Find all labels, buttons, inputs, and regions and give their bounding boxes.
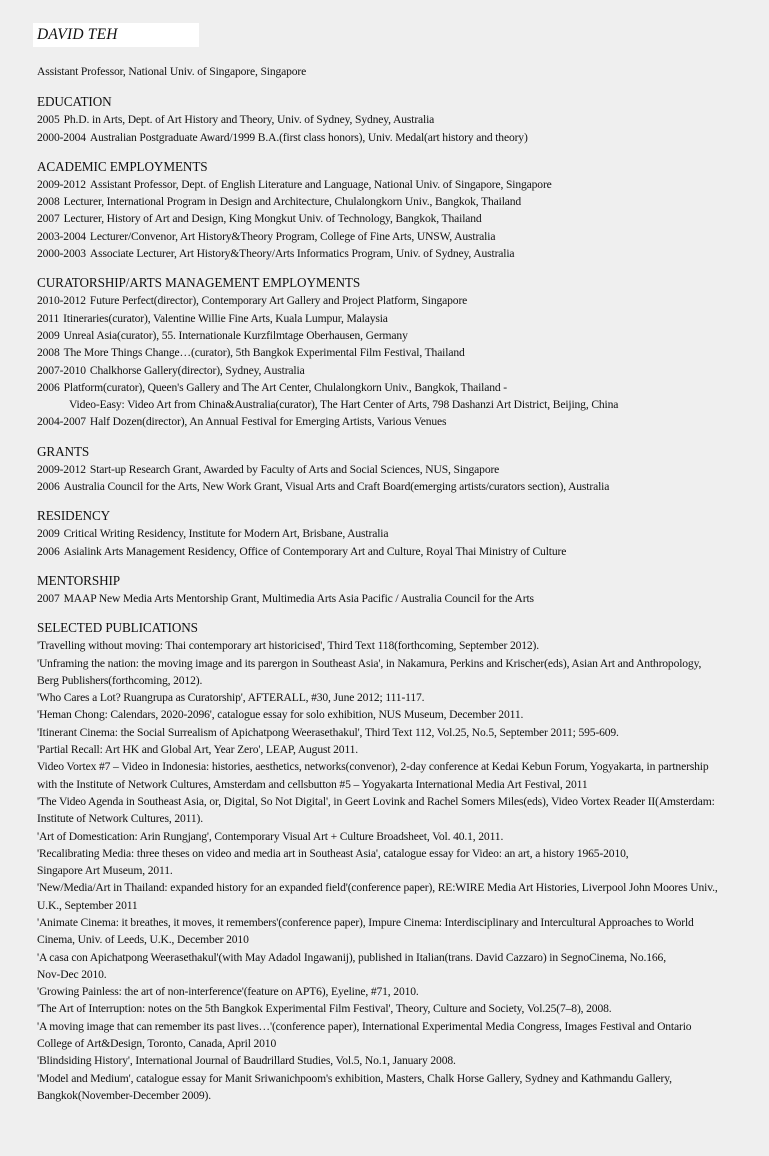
publication-item — [37, 1070, 762, 1105]
entry-year: 2011 — [37, 311, 60, 325]
entry-text: Half Dozen(director), An Annual Festival for Emerging Artists, Various Venues — [89, 415, 447, 429]
section-publications — [37, 620, 762, 1104]
section-heading: MENTORSHIP — [37, 572, 121, 588]
entry-text: Itineraries(curator), Valentine Willie Fine Arts, Kuala Lumpur, Malaysia — [63, 311, 388, 325]
entry-text: Critical Writing Residency, Institute for Modern Art, Brisbane, Australia — [63, 527, 389, 541]
entry-year: 2010-2012 — [37, 294, 86, 308]
section-education — [37, 94, 762, 146]
section-heading: ACADEMIC EMPLOYMENTS — [37, 158, 208, 174]
publication-item — [37, 655, 762, 690]
entry-row — [37, 193, 762, 210]
entry-year: 2009 — [37, 328, 60, 342]
entry-row — [37, 362, 762, 379]
publication-line: 'Unframing the nation: the moving image and its parergon in Southeast Asia', in Nakamura, Perkins and Krischer(eds), Asian Art and Anthropology, — [37, 656, 702, 670]
entry-row — [37, 525, 762, 542]
publication-line: 'Blindsiding History', International Journal of Baudrillard Studies, Vol.5, No.1, January 2008. — [37, 1054, 456, 1068]
publication-line: with the Institute of Network Cultures, Amsterdam and cellsbutton #5 – Yogyakarta International Media Art Festival, 2011 — [37, 777, 588, 791]
entry-text: Chalkhorse Gallery(director), Sydney, Australia — [89, 363, 305, 377]
entry-year: 2003-2004 — [37, 229, 86, 243]
publication-item — [37, 1018, 762, 1053]
section-heading: GRANTS — [37, 443, 90, 459]
publication-line: Institute of Network Cultures, 2011). — [37, 812, 203, 826]
position-title: Assistant Professor, National Univ. of Singapore, Singapore — [37, 65, 307, 78]
publication-item — [37, 706, 762, 723]
entry-text: Australia Council for the Arts, New Work Grant, Visual Arts and Craft Board(emerging artists/curators section), Australia — [63, 480, 610, 494]
publication-item — [37, 914, 762, 949]
publication-line: Video Vortex #7 – Video in Indonesia: histories, aesthetics, networks(convenor), 2-day conference at Kedai Kebun Forum, Yogyakarta, in partnership — [37, 760, 709, 774]
entry-row — [37, 245, 762, 262]
publication-item — [37, 949, 762, 984]
publication-line: College of Art&Design, Toronto, Canada, April 2010 — [37, 1037, 277, 1051]
entry-year: 2004-2007 — [37, 415, 86, 429]
entry-year: 2006 — [37, 480, 60, 494]
entry-text: Asialink Arts Management Residency, Office of Contemporary Art and Culture, Royal Thai Ministry of Culture — [63, 544, 567, 558]
section-heading: RESIDENCY — [37, 508, 111, 524]
publication-item — [37, 1052, 762, 1069]
publication-item — [37, 724, 762, 741]
section-academic-employments — [37, 159, 762, 262]
publication-line: 'Art of Domestication: Arin Rungjang', Contemporary Visual Art + Culture Broadsheet, Vol. 40.1, 2011. — [37, 829, 504, 843]
entry-text: Video-Easy: Video Art from China&Australia(curator), The Hart Center of Arts, 798 Dashanzi Art District, Beijing, China — [69, 398, 619, 412]
entry-text: MAAP New Media Arts Mentorship Grant, Multimedia Arts Asia Pacific / Australia Council for the Arts — [63, 591, 534, 605]
entry-year: 2008 — [37, 346, 60, 360]
entry-year: 2006 — [37, 544, 60, 558]
publication-line: Bangkok(November-December 2009). — [37, 1088, 211, 1102]
name-banner — [33, 23, 199, 47]
entry-year: 2007 — [37, 591, 60, 605]
entry-year: 2009-2012 — [37, 177, 86, 191]
entry-row — [37, 111, 762, 128]
publication-line: 'Who Cares a Lot? Ruangrupa as Curatorship', AFTERALL, #30, June 2012; 111-117. — [37, 691, 425, 705]
publication-line: 'Animate Cinema: it breathes, it moves, it remembers'(conference paper), Impure Cinema: Interdisciplinary and Intercultural Approaches to World — [37, 915, 694, 929]
entry-row — [37, 461, 762, 478]
publication-line: U.K., September 2011 — [37, 898, 138, 912]
section-heading: SELECTED PUBLICATIONS — [37, 620, 198, 636]
publication-item — [37, 845, 762, 880]
entry-year: 2009-2012 — [37, 462, 86, 476]
entry-year: 2007 — [37, 212, 60, 226]
entry-text: Start-up Research Grant, Awarded by Faculty of Arts and Social Sciences, NUS, Singapore — [89, 462, 500, 476]
entry-text: Lecturer, International Program in Design and Architecture, Chulalongkorn Univ., Bangkok, Thailand — [63, 195, 522, 209]
publication-line: Nov-Dec 2010. — [37, 967, 107, 981]
entry-text: Unreal Asia(curator), 55. Internationale Kurzfilmtage Oberhausen, Germany — [63, 328, 408, 342]
entry-row — [37, 292, 762, 309]
publication-item — [37, 793, 762, 828]
publication-list — [37, 637, 762, 1104]
entry-row — [37, 228, 762, 245]
publication-item — [37, 689, 762, 706]
entry-row — [37, 396, 762, 413]
publication-item — [37, 1000, 762, 1017]
entry-text: Lecturer/Convenor, Art History&Theory Program, College of Fine Arts, UNSW, Australia — [89, 229, 496, 243]
entry-year: 2007-2010 — [37, 363, 86, 377]
entry-text: The More Things Change…(curator), 5th Bangkok Experimental Film Festival, Thailand — [63, 346, 465, 360]
entry-row — [37, 543, 762, 560]
entry-text: Future Perfect(director), Contemporary Art Gallery and Project Platform, Singapore — [89, 294, 468, 308]
publication-line: Singapore Art Museum, 2011. — [37, 864, 173, 878]
entry-row — [37, 413, 762, 430]
entry-year: 2008 — [37, 195, 60, 209]
publication-line: 'Travelling without moving: Thai contemporary art historicised', Third Text 118(forthcoming, September 2012). — [37, 639, 539, 653]
publication-item — [37, 879, 762, 914]
entry-row — [37, 379, 762, 396]
person-name: DAVID TEH — [37, 26, 118, 43]
entry-row — [37, 478, 762, 495]
section-heading: EDUCATION — [37, 94, 112, 110]
publication-item — [37, 637, 762, 654]
section-grants — [37, 444, 762, 496]
section-heading: CURATORSHIP/ARTS MANAGEMENT EMPLOYMENTS — [37, 275, 361, 291]
publication-line: 'A casa con Apichatpong Weerasethakul'(with May Adadol Ingawanij), published in Italian(trans. David Cazzaro) in SegnoCinema, No.166, — [37, 950, 666, 964]
publication-line: 'Recalibrating Media: three theses on video and media art in Southeast Asia', catalogue essay for Video: an art, a history 1965-2010, — [37, 846, 629, 860]
entry-text: Assistant Professor, Dept. of English Literature and Language, National Univ. of Singapore, Singapore — [89, 177, 552, 191]
entry-row — [37, 310, 762, 327]
publication-line: 'Itinerant Cinema: the Social Surrealism of Apichatpong Weerasethakul', Third Text 112, Vol.25, No.5, September 2011; 595-609. — [37, 725, 619, 739]
entry-row — [37, 210, 762, 227]
entry-year: 2000-2003 — [37, 247, 86, 261]
entry-text: Platform(curator), Queen's Gallery and The Art Center, Chulalongkorn Univ., Bangkok, Thailand - — [63, 380, 507, 394]
entry-year: 2005 — [37, 113, 60, 127]
cv-content — [37, 63, 762, 1117]
entry-text: Australian Postgraduate Award/1999 B.A.(first class honors), Univ. Medal(art history and theory) — [89, 130, 528, 144]
entry-row — [37, 327, 762, 344]
publication-item — [37, 983, 762, 1000]
publication-item — [37, 758, 762, 793]
entry-year: 2009 — [37, 527, 60, 541]
entry-text: Associate Lecturer, Art History&Theory/Arts Informatics Program, Univ. of Sydney, Australia — [89, 247, 515, 261]
entry-text: Ph.D. in Arts, Dept. of Art History and Theory, Univ. of Sydney, Sydney, Australia — [63, 113, 435, 127]
publication-line: 'New/Media/Art in Thailand: expanded history for an expanded field'(conference paper), RE:WIRE Media Art Histories, Liverpool John Moores Univ., — [37, 881, 718, 895]
entry-year: 2000-2004 — [37, 130, 86, 144]
section-mentorship — [37, 573, 762, 607]
section-residency — [37, 508, 762, 560]
entry-row — [37, 590, 762, 607]
publication-item — [37, 741, 762, 758]
publication-line: 'The Video Agenda in Southeast Asia, or, Digital, So Not Digital', in Geert Lovink and Rachel Somers Miles(eds), Video Vortex Reader II(Amsterdam: — [37, 794, 715, 808]
entry-row — [37, 176, 762, 193]
entry-text: Lecturer, History of Art and Design, King Mongkut Univ. of Technology, Bangkok, Thailand — [63, 212, 482, 226]
publication-line: 'The Art of Interruption: notes on the 5th Bangkok Experimental Film Festival', Theory, Culture and Society, Vol.25(7–8), 2008. — [37, 1002, 612, 1016]
publication-line: 'Model and Medium', catalogue essay for Manit Sriwanichpoom's exhibition, Masters, Chalk Horse Gallery, Sydney and Kathmandu Gallery, — [37, 1071, 672, 1085]
publication-line: 'Partial Recall: Art HK and Global Art, Year Zero', LEAP, August 2011. — [37, 743, 359, 757]
publication-line: Berg Publishers(forthcoming, 2012). — [37, 673, 203, 687]
publication-line: 'Heman Chong: Calendars, 2020-2096', catalogue essay for solo exhibition, NUS Museum, December 2011. — [37, 708, 524, 722]
entry-row — [37, 344, 762, 361]
section-curatorship-arts-management-employments — [37, 275, 762, 430]
publication-item — [37, 828, 762, 845]
publication-line: Cinema, Univ. of Leeds, U.K., December 2010 — [37, 933, 249, 947]
entry-row — [37, 129, 762, 146]
publication-line: 'A moving image that can remember its past lives…'(conference paper), International Experimental Media Congress, Images Festival and Ontario — [37, 1019, 692, 1033]
entry-year: 2006 — [37, 380, 60, 394]
cv-sections — [37, 94, 762, 607]
publication-line: 'Growing Painless: the art of non-interference'(feature on APT6), Eyeline, #71, 2010. — [37, 985, 419, 999]
